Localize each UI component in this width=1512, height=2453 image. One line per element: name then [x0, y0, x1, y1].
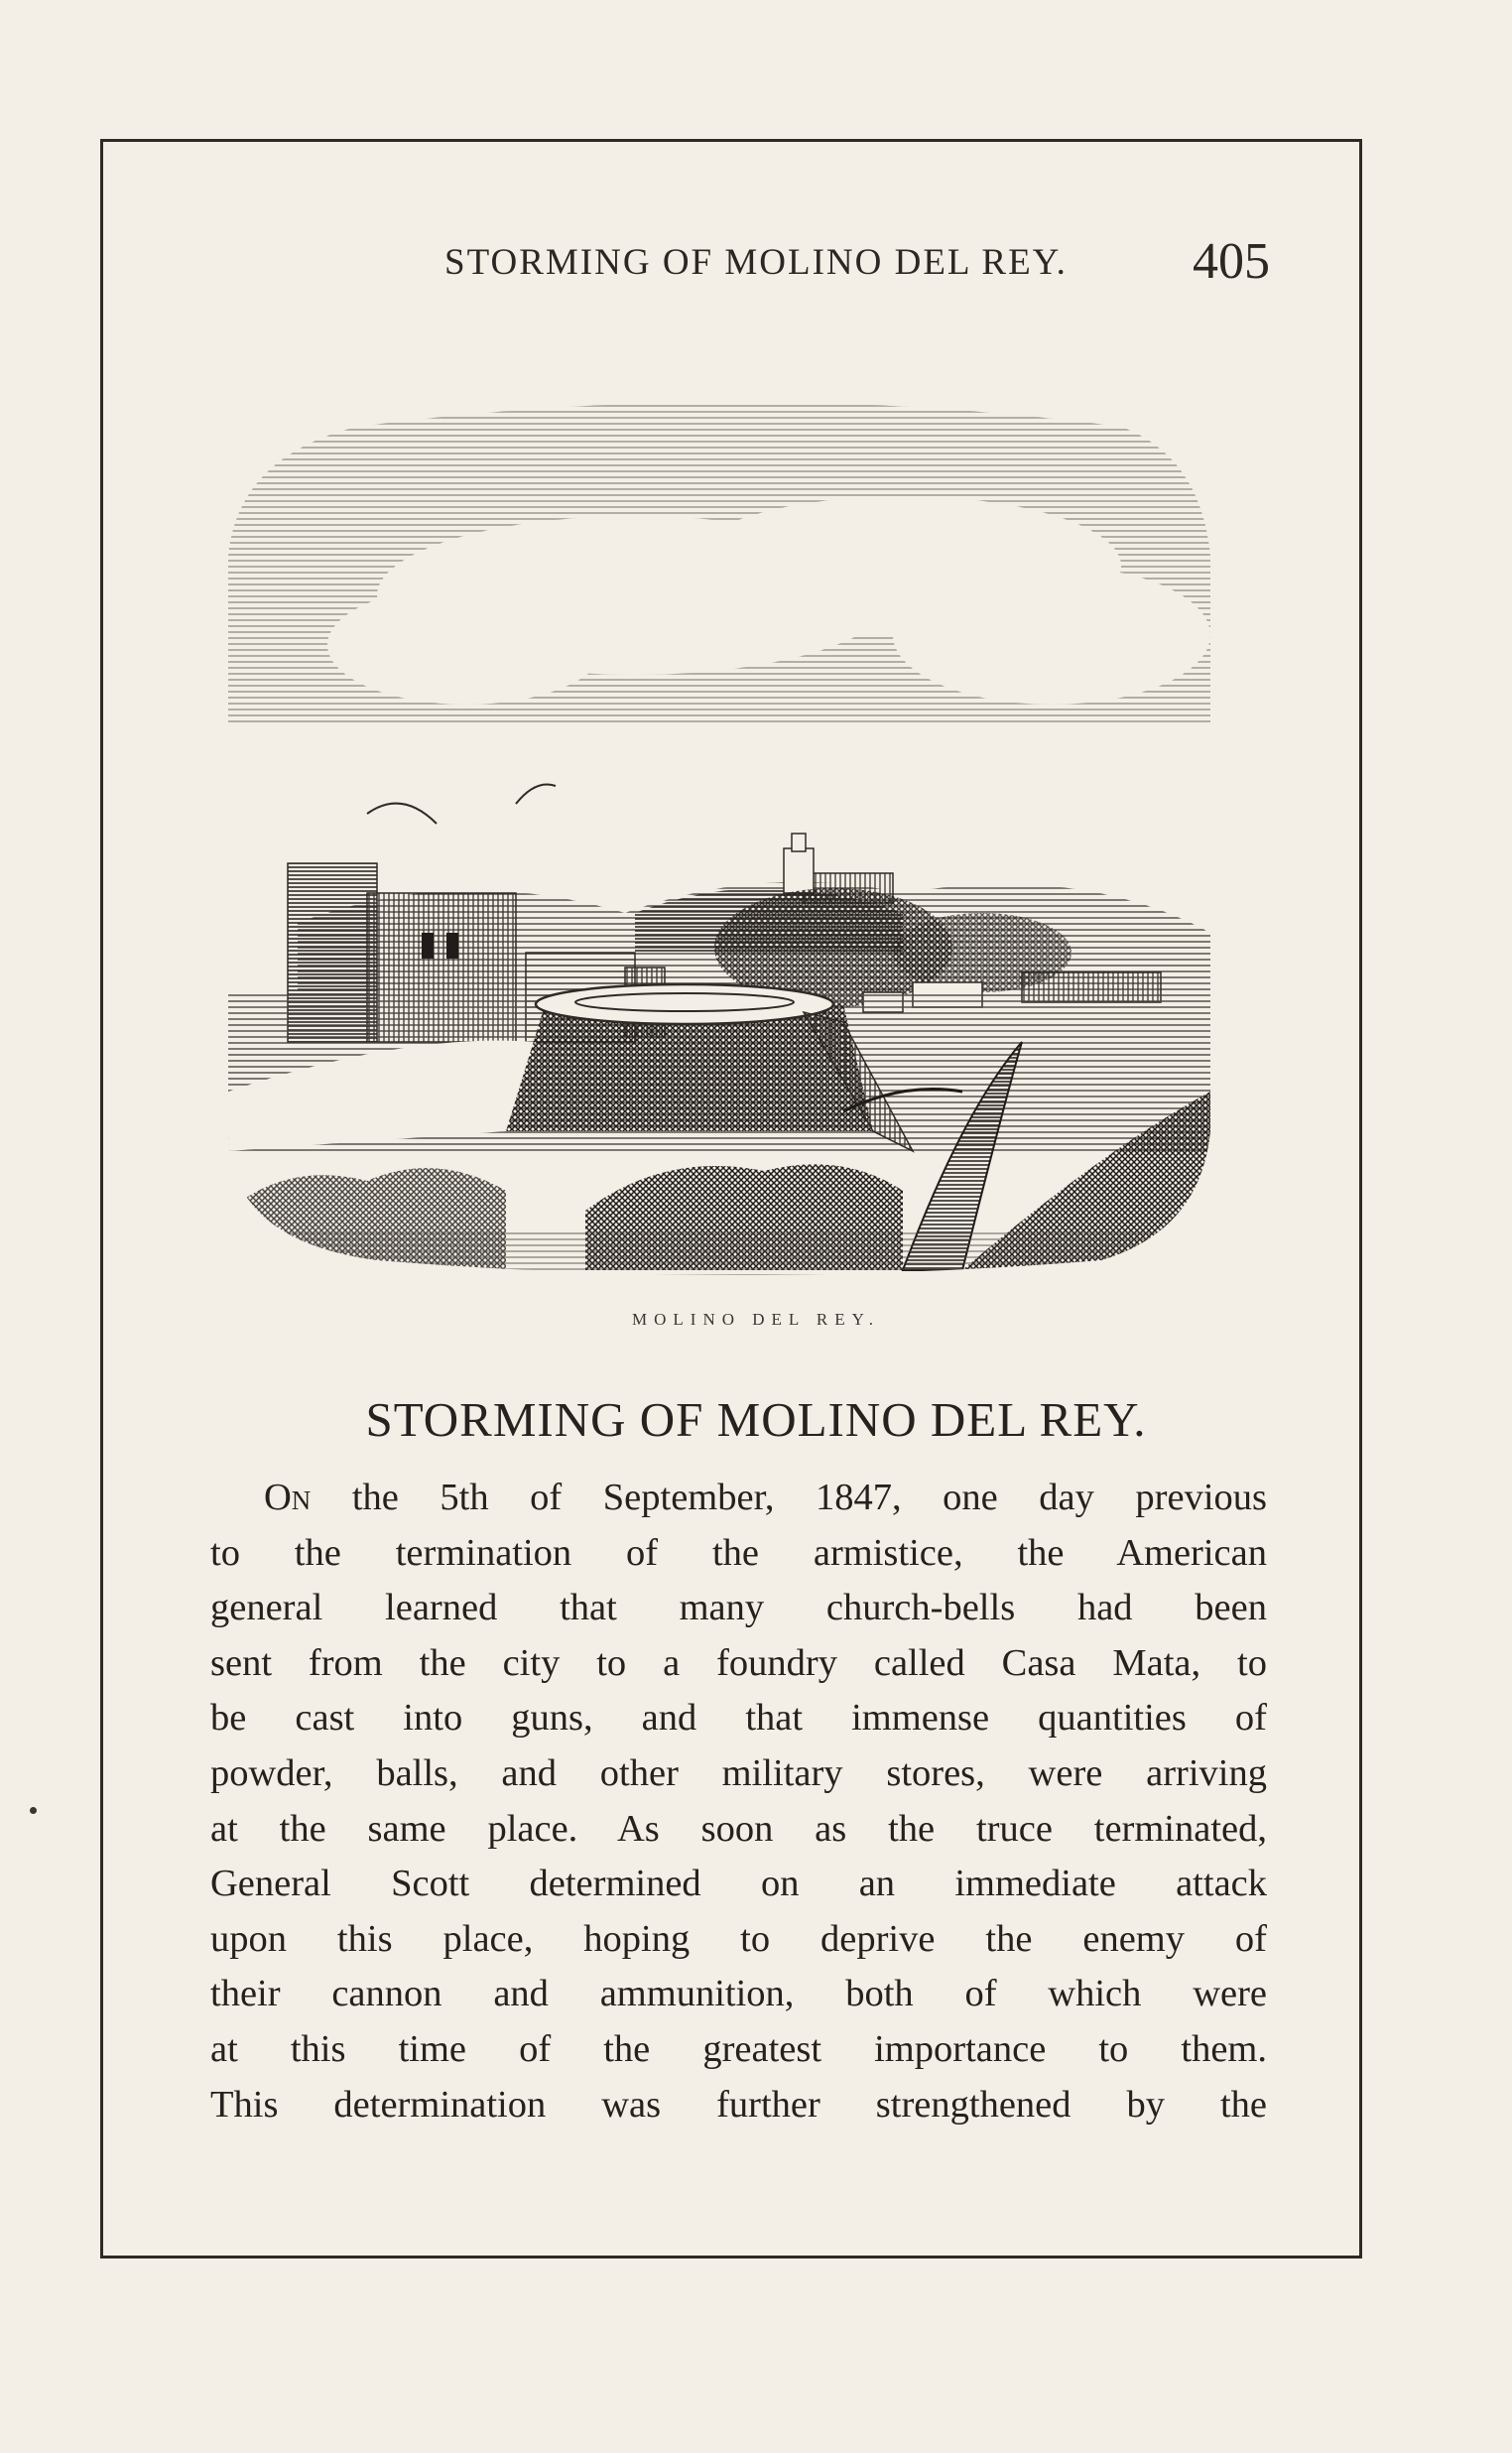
body-line: to the termination of the armistice, the American: [210, 1531, 1267, 1574]
page-number: 405: [1193, 233, 1270, 290]
body-line: upon this place, hoping to deprive the enemy of: [210, 1917, 1267, 1960]
body-line: general learned that many church-bells had been: [210, 1587, 1267, 1629]
body-line: at this time of the greatest importance to them.: [210, 2027, 1267, 2070]
body-line: On the 5th of September, 1847, one day previous: [264, 1477, 1267, 1518]
stray-ink-dot: [30, 1807, 37, 1814]
body-paragraph: [210, 1471, 1267, 2132]
chapter-title: STORMING OF MOLINO DEL REY.: [365, 1392, 1147, 1447]
body-line: General Scott determined on an immediate attack: [210, 1863, 1267, 1905]
body-line: be cast into guns, and that immense quantities of: [210, 1697, 1267, 1740]
body-line: powder, balls, and other military stores, were arriving: [210, 1751, 1267, 1794]
body-line: sent from the city to a foundry called Casa Mata, to: [210, 1641, 1267, 1684]
drop-word: On: [264, 1477, 312, 1518]
illustration-caption: MOLINO DEL REY.: [632, 1310, 880, 1329]
body-line: This determination was further strengthened by the: [210, 2083, 1267, 2126]
running-head: STORMING OF MOLINO DEL REY.: [444, 242, 1068, 283]
body-line: their cannon and ammunition, both of which were: [210, 1973, 1267, 2015]
body-line: at the same place. As soon as the truce terminated,: [210, 1807, 1267, 1850]
engraving-illustration: [208, 397, 1270, 1300]
